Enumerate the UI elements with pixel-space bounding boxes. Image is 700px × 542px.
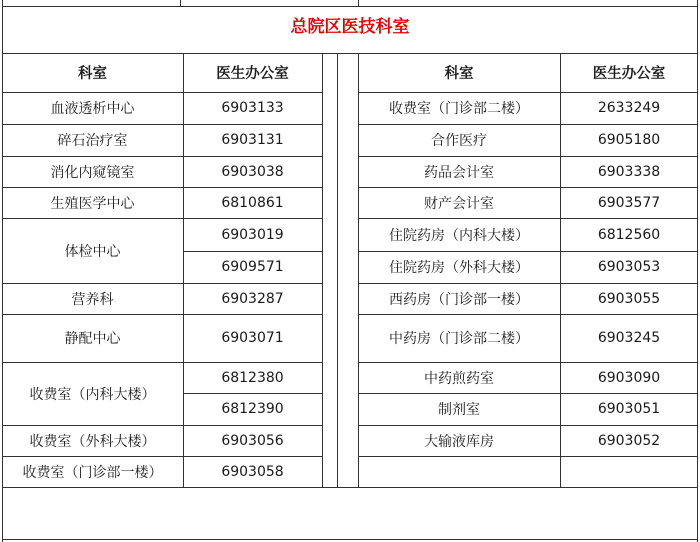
phone-number: 6903090 bbox=[597, 369, 661, 386]
column-header-dept: 科室 bbox=[444, 66, 474, 82]
phone-number: 6903058 bbox=[221, 463, 284, 480]
column-header-office: 医生办公室 bbox=[592, 66, 666, 82]
page-title: 总院区医技科室 bbox=[290, 17, 410, 37]
dept-name: 生殖医学中心 bbox=[50, 195, 135, 212]
column-header-office: 医生办公室 bbox=[216, 66, 289, 82]
dept-name: 药品会计室 bbox=[424, 164, 494, 181]
phone-number: 6903053 bbox=[597, 259, 661, 275]
dept-name: 制剂室 bbox=[438, 402, 480, 418]
phone-number: 6812390 bbox=[221, 401, 284, 417]
dept-name: 中药煎药室 bbox=[424, 370, 494, 387]
table-border bbox=[322, 53, 323, 487]
phone-number: 6812380 bbox=[221, 369, 284, 386]
dept-name: 体检中心 bbox=[64, 243, 121, 260]
phone-number: 6810861 bbox=[221, 194, 284, 211]
column-header-dept: 科室 bbox=[78, 66, 107, 82]
phone-number: 6903071 bbox=[221, 330, 284, 346]
dept-name: 住院药房（外科大楼） bbox=[389, 260, 529, 276]
phone-number: 6903133 bbox=[221, 100, 284, 116]
dept-name: 营养科 bbox=[71, 291, 114, 308]
phone-number: 6903055 bbox=[597, 290, 661, 307]
phone-number: 6903287 bbox=[221, 290, 284, 307]
phone-number: 2633249 bbox=[597, 100, 661, 116]
phone-number: 6903052 bbox=[597, 432, 661, 449]
dept-name: 合作医疗 bbox=[431, 133, 487, 149]
table-border bbox=[337, 53, 338, 487]
dept-name: 收费室（外科大楼） bbox=[29, 433, 156, 450]
phone-number: 6903245 bbox=[597, 330, 661, 346]
phone-number: 6903338 bbox=[597, 163, 661, 180]
phone-number: 6903577 bbox=[597, 194, 661, 211]
phone-number: 6903038 bbox=[221, 163, 284, 180]
dept-name: 收费室（内科大楼） bbox=[29, 386, 156, 403]
phone-number bbox=[560, 456, 698, 487]
phone-number: 6909571 bbox=[221, 259, 284, 275]
dept-name: 血液透析中心 bbox=[50, 101, 135, 117]
phone-number: 6903051 bbox=[597, 401, 661, 417]
dept-name: 碎石治疗室 bbox=[57, 133, 128, 149]
phone-number: 6905180 bbox=[597, 132, 661, 148]
dept-name: 西药房（门诊部一楼） bbox=[389, 291, 529, 308]
phone-number: 6903131 bbox=[221, 132, 284, 148]
dept-name: 收费室（门诊部一楼） bbox=[22, 464, 163, 481]
table-border bbox=[2, 487, 698, 488]
table-border bbox=[2, 539, 698, 540]
dept-name bbox=[358, 456, 560, 487]
phone-number: 6812560 bbox=[597, 226, 661, 243]
phone-number: 6903056 bbox=[221, 432, 284, 449]
dept-name: 中药房（门诊部二楼） bbox=[389, 331, 529, 347]
dept-name: 财产会计室 bbox=[424, 195, 494, 212]
dept-name: 大输液库房 bbox=[424, 433, 494, 450]
dept-name: 住院药房（内科大楼） bbox=[389, 227, 529, 244]
dept-name: 消化内窥镜室 bbox=[50, 164, 135, 181]
phone-number: 6903019 bbox=[221, 226, 284, 243]
dept-name: 静配中心 bbox=[64, 331, 121, 347]
dept-name: 收费室（门诊部二楼） bbox=[389, 101, 529, 117]
